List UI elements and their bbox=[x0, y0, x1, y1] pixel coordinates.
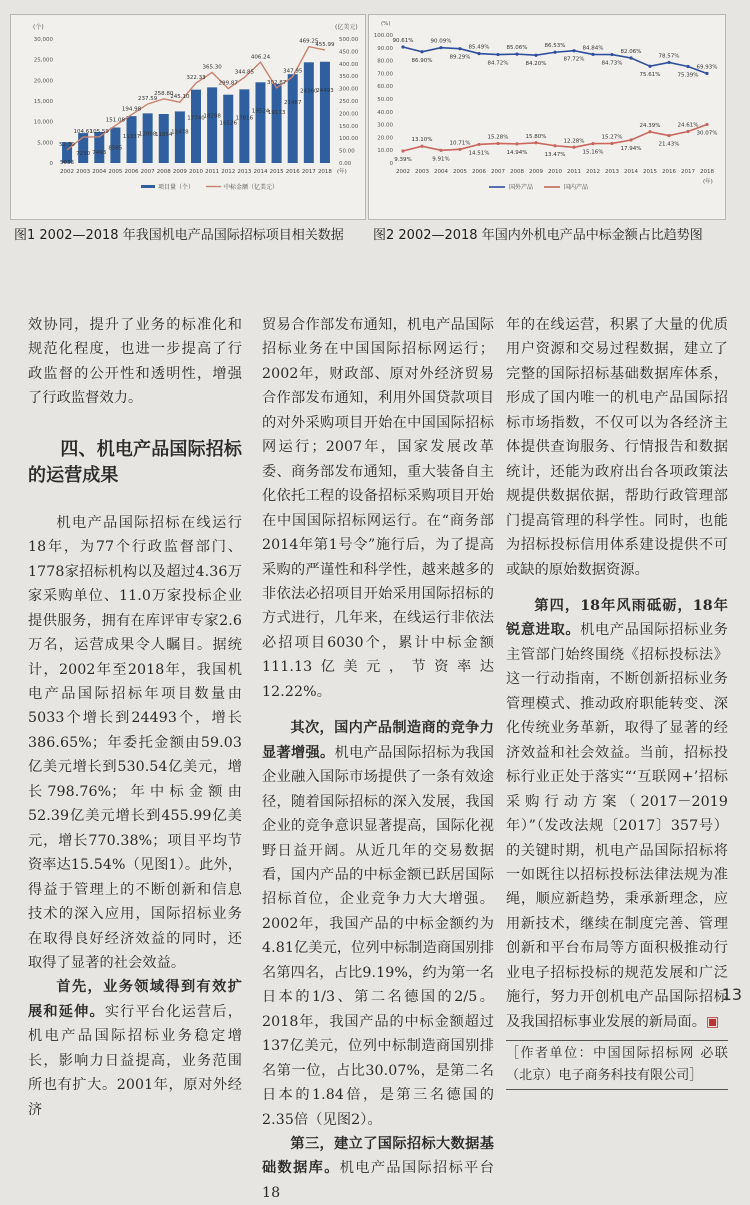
paragraph-continued: 效协同，提升了业务的标准化和规范化程度，也进一步提高了行政监督的公开性和透明性，增强了行政监督效力。 bbox=[28, 317, 242, 407]
data-label: 14.51% bbox=[468, 150, 490, 157]
section-heading: 四、机电产品国际招标的运营成果 bbox=[28, 438, 242, 486]
data-point bbox=[686, 130, 689, 133]
data-point bbox=[401, 45, 404, 48]
data-label: 85.06% bbox=[506, 45, 528, 52]
bar-value-label: 8585 bbox=[108, 145, 123, 152]
data-point bbox=[458, 47, 461, 50]
y-tick-label: 0 bbox=[389, 161, 393, 167]
right-tick-label: 50.00 bbox=[339, 148, 355, 155]
data-label: 82.06% bbox=[620, 48, 642, 55]
bar-value-label: 11854 bbox=[155, 132, 173, 139]
data-label: 10.71% bbox=[449, 140, 471, 147]
data-point bbox=[667, 134, 670, 137]
y-tick-label: 80.00 bbox=[377, 58, 393, 65]
line-value-label: 299.87 bbox=[218, 80, 238, 87]
left-tick-label: 0 bbox=[49, 161, 53, 167]
data-point bbox=[458, 148, 461, 151]
bar-value-label: 24493 bbox=[316, 87, 334, 94]
bar-value-label: 7493 bbox=[92, 150, 107, 157]
data-point bbox=[477, 143, 480, 146]
y-tick-label: 90.00 bbox=[377, 45, 393, 52]
author-affiliation: ［作者单位：中国国际招标网 必联（北京）电子商务科技有限公司］ bbox=[506, 1040, 728, 1090]
y-tick-label: 40.00 bbox=[377, 109, 393, 116]
article-column-3 bbox=[506, 313, 728, 1090]
x-tick-label: 2004 bbox=[434, 169, 448, 175]
line-value-label: 344.85 bbox=[234, 69, 254, 76]
right-tick-label: 500.00 bbox=[339, 37, 359, 43]
x-tick-label: 2016 bbox=[285, 169, 300, 175]
data-label: 9.91% bbox=[432, 156, 450, 163]
bar bbox=[255, 82, 265, 163]
x-tick-label: 2006 bbox=[124, 169, 139, 175]
figure-2-chart bbox=[368, 14, 726, 220]
left-axis-unit: (个) bbox=[33, 24, 44, 31]
y-tick-label: 70.00 bbox=[377, 71, 393, 78]
legend-label: 项目量（个） bbox=[158, 184, 195, 191]
bar bbox=[304, 62, 314, 163]
line-value-label: 347.95 bbox=[283, 68, 303, 75]
bar-value-label: 16526 bbox=[219, 120, 237, 127]
paragraph-continued bbox=[262, 313, 494, 704]
data-point bbox=[648, 65, 651, 68]
data-label: 9.39% bbox=[394, 156, 412, 163]
bar-value-label: 19524 bbox=[251, 108, 270, 115]
line-value-label: 237.59 bbox=[138, 96, 158, 103]
x-tick-label: 2004 bbox=[92, 169, 107, 175]
x-tick-label: 2007 bbox=[140, 169, 155, 175]
paragraph-continued bbox=[506, 313, 728, 582]
x-tick-label: 2008 bbox=[156, 169, 171, 175]
left-tick-label: 20,000 bbox=[33, 78, 53, 85]
bar bbox=[223, 95, 233, 163]
bar-value-label: 7230 bbox=[76, 151, 91, 158]
right-tick-label: 100.00 bbox=[339, 136, 359, 143]
figure-1-chart bbox=[10, 14, 366, 220]
data-label: 15.28% bbox=[487, 134, 509, 141]
paragraph-text: 机电产品国际招标平台18 bbox=[262, 1160, 494, 1201]
right-tick-label: 200.00 bbox=[339, 111, 359, 118]
data-point bbox=[515, 142, 518, 145]
x-tick-label: 2014 bbox=[253, 169, 268, 175]
right-tick-label: 0.00 bbox=[339, 161, 352, 167]
bar bbox=[175, 111, 185, 163]
bar bbox=[239, 89, 249, 163]
data-label: 15.16% bbox=[582, 149, 604, 156]
data-point bbox=[439, 46, 442, 49]
data-label: 69.93% bbox=[696, 64, 718, 71]
x-tick-label: 2010 bbox=[548, 169, 562, 175]
data-point bbox=[667, 61, 670, 64]
data-point bbox=[439, 149, 442, 152]
line-value-label: 151.08 bbox=[105, 117, 126, 124]
x-tick-label: 2018 bbox=[317, 169, 332, 175]
y-tick-label: 20.00 bbox=[377, 135, 393, 142]
data-point bbox=[515, 53, 518, 56]
data-label: 14.94% bbox=[506, 149, 528, 156]
x-tick-label: 2009 bbox=[172, 169, 187, 175]
paragraph-text: 实行平台化运营后，机电产品国际招标业务稳定增长，影响力日益提高，业务范围所也有扩大。2001年，原对外经济 bbox=[28, 1003, 242, 1118]
data-point bbox=[648, 130, 651, 133]
x-tick-label: 2012 bbox=[586, 169, 600, 175]
y-tick-label: 10.00 bbox=[377, 148, 393, 155]
data-label: 30.07% bbox=[696, 130, 718, 137]
article-column-2 bbox=[262, 313, 494, 1205]
end-mark-icon: ▣ bbox=[706, 1013, 720, 1030]
bar-value-label: 17816 bbox=[235, 115, 254, 122]
x-tick-label: 2011 bbox=[567, 169, 581, 175]
x-tick-label: 2006 bbox=[472, 169, 486, 175]
data-label: 86.90% bbox=[411, 57, 433, 64]
paragraph-text: 机电产品国际招标业务主管部门始终围绕《招标投标法》这一行动指南，不断创新招标业务管理模式、推动政府职能转变、深化传统业务革新，取得了显著的经济效益和社会效益。当前，招标投标行业正处于落实“‘互联网+’招标采购行动方案（2017－2019年）”（发改法规〔2017〕357号）的关键时期，机电产品国际招标将一如既往以招标投标法律法规为准绳，顺应新趋势，秉承新理念，应用新技术，继续在制度完善、管理创新和平台布局等方面积极推动行业电子招标投标的规范发展和广泛施行，努力开创机电产品国际招标及我国招标事业发展的新局面。 bbox=[506, 622, 728, 1030]
bar-value-label: 11337 bbox=[122, 134, 141, 141]
bar-value-label: 17740 bbox=[187, 115, 205, 122]
data-point bbox=[686, 65, 689, 68]
bar-value-label: 5033 bbox=[60, 160, 75, 167]
bar-value-label: 12008 bbox=[138, 131, 157, 138]
data-point bbox=[591, 142, 594, 145]
paragraph-second-point bbox=[262, 716, 494, 1132]
bar bbox=[207, 87, 217, 163]
right-tick-label: 450.00 bbox=[339, 49, 359, 56]
right-tick-label: 350.00 bbox=[339, 74, 359, 81]
legend-bar-swatch bbox=[141, 185, 155, 188]
data-label: 12.28% bbox=[563, 138, 585, 145]
paragraph-lead: 首先，业务领域得到有效扩展和延伸。 bbox=[28, 979, 242, 1020]
left-tick-label: 5,000 bbox=[37, 140, 53, 147]
data-point bbox=[629, 56, 632, 59]
figure-2-svg bbox=[369, 15, 725, 219]
data-label: 86.53% bbox=[544, 43, 566, 50]
data-label: 84.20% bbox=[525, 61, 547, 68]
right-tick-label: 250.00 bbox=[339, 99, 359, 105]
data-point bbox=[629, 138, 632, 141]
line-value-label: 245.10 bbox=[170, 94, 190, 101]
data-point bbox=[477, 52, 480, 55]
bar-value-label: 12478 bbox=[171, 129, 189, 136]
paragraph-third-point bbox=[262, 1132, 494, 1205]
data-point bbox=[591, 53, 594, 56]
data-label: 15.27% bbox=[601, 134, 623, 141]
line-value-label: 194.98 bbox=[121, 106, 142, 113]
data-point bbox=[572, 49, 575, 52]
y-tick-label: 100.00 bbox=[373, 33, 393, 39]
x-tick-label: 2009 bbox=[529, 169, 543, 175]
paragraph-lead: 第三，建立了国际招标大数据基础数据库。 bbox=[262, 1135, 494, 1177]
data-label: 90.09% bbox=[430, 38, 452, 45]
bar bbox=[288, 74, 298, 163]
line-value-label: 406.24 bbox=[250, 54, 271, 61]
data-label: 24.61% bbox=[677, 122, 699, 129]
data-label: 84.84% bbox=[582, 45, 604, 52]
x-tick-label: 2015 bbox=[643, 169, 657, 175]
x-tick-label: 2007 bbox=[491, 169, 505, 175]
bar bbox=[272, 84, 282, 163]
x-tick-label: 2003 bbox=[415, 169, 429, 175]
paragraph-lead: 第四，18年风雨砥砺，18年锐意进取。 bbox=[506, 597, 728, 639]
right-tick-label: 400.00 bbox=[339, 61, 359, 68]
data-point bbox=[420, 50, 423, 53]
paragraph-first-point bbox=[28, 975, 242, 1122]
bar-value-label: 21487 bbox=[283, 100, 302, 107]
line-value-label: 105.59 bbox=[89, 128, 109, 135]
data-label: 87.72% bbox=[563, 56, 585, 63]
x-tick-label: 2018 bbox=[700, 169, 714, 175]
y-axis-unit: (%) bbox=[381, 21, 391, 27]
x-tick-label: 2002 bbox=[396, 169, 410, 175]
x-tick-label: 2012 bbox=[221, 169, 236, 175]
x-tick-label: 2005 bbox=[453, 169, 467, 175]
x-tick-label: 2002 bbox=[60, 169, 75, 175]
y-tick-label: 50.00 bbox=[377, 97, 393, 103]
figure-1-caption: 图1 2002—2018 年我国机电产品国际招标项目相关数据 bbox=[14, 228, 344, 243]
left-tick-label: 30,000 bbox=[33, 37, 53, 43]
data-point bbox=[496, 53, 499, 56]
data-label: 75.39% bbox=[677, 72, 699, 79]
x-tick-label: 2005 bbox=[108, 169, 123, 175]
data-point bbox=[534, 54, 537, 57]
paragraph-lead: 其次，国内产品制造商的竞争力显著增强。 bbox=[262, 720, 494, 761]
data-point bbox=[705, 123, 708, 126]
right-tick-label: 300.00 bbox=[339, 86, 359, 93]
line-value-label: 258.80 bbox=[154, 90, 174, 97]
x-tick-label: 2008 bbox=[510, 169, 524, 175]
line-value-label: 302.87 bbox=[266, 79, 287, 86]
x-tick-label: 2017 bbox=[301, 169, 316, 175]
data-point bbox=[553, 144, 556, 147]
left-tick-label: 25,000 bbox=[33, 57, 53, 64]
line-value-label: 104.61 bbox=[73, 129, 93, 136]
figure-2-caption: 图2 2002—2018 年国内外机电产品中标金额占比趋势图 bbox=[373, 228, 703, 243]
data-point bbox=[572, 146, 575, 149]
data-label: 21.43% bbox=[658, 141, 680, 148]
paragraph-text: 机电产品国际招标为我国企业融入国际市场提供了一条有效途径，随着国际招标的深入发展，我国企业的竞争意识显著提高，国际化视野日益开阔。从近几年的交易数据看，国内产品的中标金额已跃居国际招标首位，企业竞争力大大增强。2002年，我国产品的中标金额约为4.81亿美元，位列中标制造商国别排名第四名，占比9.19%，约为第一名日本的1/3、第二名德国的2/5。2018年，我国产品的中标金额超过137亿美元，位列中标制造商国别排名第一位，占比30.07%，是第二名日本的1.84倍，是第三名德国的2.35倍（见图2）。 bbox=[262, 744, 495, 1128]
bar bbox=[159, 114, 169, 163]
data-label: 17.94% bbox=[620, 146, 642, 153]
bar bbox=[191, 90, 201, 163]
data-point bbox=[610, 142, 613, 145]
x-tick-label: 2017 bbox=[681, 169, 695, 175]
data-label: 89.29% bbox=[449, 54, 471, 61]
data-label: 24.39% bbox=[639, 122, 661, 129]
data-label: 15.80% bbox=[525, 133, 547, 140]
line-value-label: 365.30 bbox=[202, 64, 222, 71]
figure-1-svg bbox=[11, 15, 365, 219]
data-point bbox=[610, 53, 613, 56]
bar bbox=[143, 113, 153, 163]
line-value-label: 52.39 bbox=[59, 142, 75, 149]
line-value-label: 455.99 bbox=[315, 41, 335, 48]
data-label: 75.61% bbox=[639, 72, 661, 79]
legend-label: 中标金额（亿美元） bbox=[224, 184, 279, 191]
x-tick-label: 2013 bbox=[237, 169, 252, 175]
paragraph-fourth-point bbox=[506, 594, 728, 1034]
data-label: 13.47% bbox=[544, 151, 566, 158]
data-label: 84.72% bbox=[487, 60, 509, 67]
data-point bbox=[496, 142, 499, 145]
bar-value-label: 18298 bbox=[203, 113, 221, 120]
data-point bbox=[401, 149, 404, 152]
x-tick-label: 2010 bbox=[189, 169, 203, 175]
paragraph-results: 机电产品国际招标在线运行18年，为77个行政监督部门、1778家招标机构以及超过4.36万家采购单位、11.0万家投标企业提供服务，拥有在库评审专家2.6万名，运营成果令人瞩目。据统计，2002年至2018年，我国机电产品国际招标年项目数量由5033个增长到24493个，增长386.65%；年委托金额由59.03亿美元增长到530.54亿美元，增长798.76%；年中标金额由52.39亿美元增长到455.99亿美元，增长770.38%；项目平均节资率达15.54%（见图1）。此外，得益于管理上的不断创新和信息技术的深入应用，国际招标业务在取得良好经济效益的同时，还取得了显著的社会效益。 bbox=[28, 514, 242, 971]
right-axis-unit: (亿美元) bbox=[335, 24, 358, 31]
data-label: 84.73% bbox=[601, 60, 623, 67]
line-value-label: 469.25 bbox=[299, 38, 319, 45]
right-tick-label: 150.00 bbox=[339, 123, 359, 130]
data-point bbox=[420, 145, 423, 148]
data-point bbox=[534, 141, 537, 144]
bar bbox=[320, 62, 330, 163]
x-tick-label: 2015 bbox=[269, 169, 284, 175]
x-tick-label: 2011 bbox=[205, 169, 220, 175]
legend-label: 国外产品 bbox=[509, 184, 534, 191]
data-label: 78.57% bbox=[658, 53, 680, 60]
left-tick-label: 15,000 bbox=[33, 99, 53, 105]
y-tick-label: 30.00 bbox=[377, 122, 393, 129]
x-tick-label: 2014 bbox=[624, 169, 638, 175]
page-number: 13 bbox=[721, 985, 742, 1004]
bar-value-label: 19113 bbox=[267, 109, 286, 116]
x-tick-label: 2013 bbox=[605, 169, 619, 175]
paragraph-text: 年的在线运营，积累了大量的优质用户资源和交易过程数据，建立了完整的国际招标基础数据库体系，形成了国内唯一的机电产品国际招标市场指数，不仅可以为各经济主体提供查询服务、行情报告和数据统计，还能为政府出台各项政策法规提供数据依据，帮助行政管理部门提高管理的科学性。同时，也能为招标投标信用体系建设提供不可或缺的原始数据资源。 bbox=[506, 317, 728, 578]
x-axis-unit: (年) bbox=[337, 169, 347, 175]
data-point bbox=[553, 51, 556, 54]
data-point bbox=[705, 72, 708, 75]
left-tick-label: 10,000 bbox=[33, 119, 53, 126]
paragraph-text: 贸易合作部发布通知，机电产品国际招标业务在中国国际招标网运行；2002年，财政部、原对外经济贸易合作部发布通知，利用外国贷款项目的对外采购项目开始在中国国际招标网运行；2007年，国家发展改革委、商务部发布通知，重大装备自主化依托工程的设备招标采购项目开始在中国国际招标网运行。在“商务部2014年第1号令”施行后，为了提高采购的严谨性和科学性，越来越多的非依法必招项目开始采用国际招标的方式进行，几年来，在线运行非依法必招项目6030个，累计中标金额111.13亿美元，节资率达12.22%。 bbox=[262, 317, 494, 700]
data-label: 13.10% bbox=[411, 137, 433, 144]
y-tick-label: 60.00 bbox=[377, 84, 393, 91]
data-label: 90.61% bbox=[392, 38, 414, 45]
bar-value-label: 24360 bbox=[300, 88, 318, 95]
legend-label: 国内产品 bbox=[564, 184, 589, 191]
article-column-1 bbox=[28, 313, 242, 1122]
x-axis-unit: (年) bbox=[703, 179, 713, 185]
x-tick-label: 2016 bbox=[662, 169, 676, 175]
line-value-label: 322.33 bbox=[186, 75, 206, 82]
data-label: 85.49% bbox=[468, 44, 490, 51]
x-tick-label: 2003 bbox=[76, 169, 91, 175]
